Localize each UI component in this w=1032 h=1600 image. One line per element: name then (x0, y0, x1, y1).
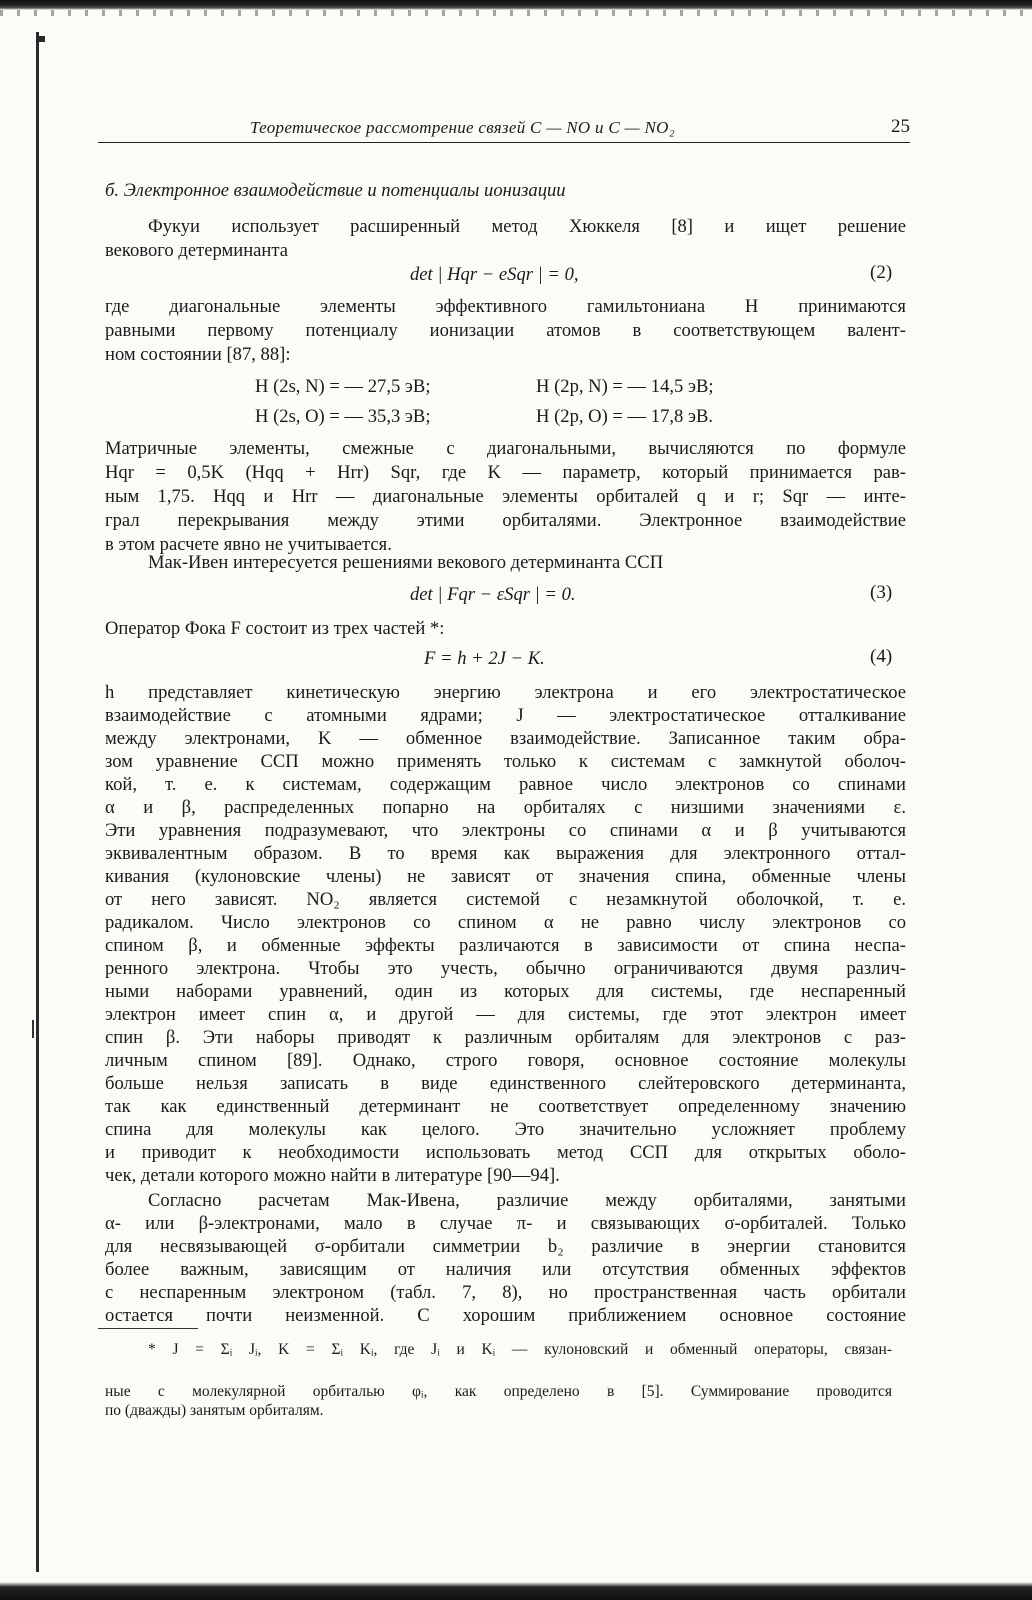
scan-left-mark (39, 36, 45, 42)
para6-line: ренного электрона. Чтобы это учесть, обычно ограничиваются двумя различ- (105, 958, 906, 979)
para1-line: Фукуи использует расширенный метод Хюккеля [8] и ищет решение (148, 216, 906, 237)
scan-bottom-edge (0, 1582, 1032, 1600)
para6-line: больше нельзя записать в виде единственного слейтеровского детерминанта, (105, 1073, 906, 1094)
para7-line: α- или β-электронами, мало в случае π- и связывающих σ-орбиталей. Только (105, 1213, 906, 1234)
footnote-line: * J = Σᵢ Jᵢ, K = Σᵢ Kᵢ, где Jᵢ и Kᵢ — кулоновский и обменный операторы, связан- (148, 1341, 892, 1358)
footnote-rule (98, 1328, 198, 1329)
para7-line: Согласно расчетам Мак-Ивена, различие между орбиталями, занятыми (148, 1190, 906, 1211)
para6-line: кой, т. е. к системам, содержащим равное число электронов со спинами (105, 774, 906, 795)
para3-line: в этом расчете явно не учитывается. (105, 534, 392, 555)
para7-line: более важным, зависящим от наличия или отсутствия обменных эффектов (105, 1259, 906, 1280)
equation-3-number: (3) (870, 582, 893, 603)
para6-line: спином β, и обменные эффекты различаются в зависимости от спина неспа- (105, 935, 906, 956)
para2-line: ном состоянии [87, 88]: (105, 344, 291, 365)
para6-line: эквивалентным образом. В то время как выражения для электронного оттал- (105, 843, 906, 864)
page-number: 25 (891, 116, 910, 137)
para2-line: равными первому потенциалу ионизации атомов в соответствующем валент- (105, 320, 906, 341)
para6-line: h представляет кинетическую энергию электрона и его электростатическое (105, 682, 906, 703)
para6-line: и приводит к необходимости использовать метод ССП для открытых оболо- (105, 1142, 906, 1163)
margin-tick (32, 1020, 34, 1038)
para6-line: спин β. Эти наборы приводят к различным орбиталям для электронов с раз- (105, 1027, 906, 1048)
para6-line: зом уравнение ССП можно применять только к системам с замкнутой оболоч- (105, 751, 906, 772)
para7-line: остается почти неизменной. С хорошим приближением основное состояние (105, 1305, 906, 1326)
para7-line: для несвязывающей σ-орбитали симметрии b₂ различие в энергии становится (105, 1236, 906, 1257)
para2-line: где диагональные элементы эффективного гамильтониана H принимаются (105, 296, 906, 317)
ionization-2p-n: H (2p, N) = — 14,5 эВ; (536, 376, 714, 397)
para6-line: ными наборами уравнений, один из которых для системы, где неспаренный (105, 981, 906, 1002)
para6-line: личным спином [89]. Однако, строго говоря, основное состояние молекулы (105, 1050, 906, 1071)
para6-line: электрон имеет спин α, и другой — для системы, где этот электрон имеет (105, 1004, 906, 1025)
scan-left-edge (36, 32, 39, 1572)
scan-top-fray (0, 10, 1032, 16)
para6-line: радикалом. Число электронов со спином α не равно числу электронов со (105, 912, 906, 933)
para6-line: между электронами, K — обменное взаимодействие. Записанное таким обра- (105, 728, 906, 749)
equation-2-number: (2) (870, 262, 893, 283)
footnote-line: по (дважды) занятым орбиталям. (105, 1402, 324, 1419)
section-title: б. Электронное взаимодействие и потенциалы ионизации (105, 180, 566, 201)
para6-line: спина для молекулы как целого. Это значительно усложняет проблему (105, 1119, 906, 1140)
equation-2: det | Hqr − eSqr | = 0, (410, 264, 579, 285)
para3-line: Матричные элементы, смежные с диагональными, вычисляются по формуле (105, 438, 906, 459)
para3-line: грал перекрывания между этими орбиталями. Электронное взаимодействие (105, 510, 906, 531)
para6-line: взаимодействие с атомными ядрами; J — электростатическое отталкивание (105, 705, 906, 726)
running-header (98, 118, 910, 143)
para7-line: с неспаренным электроном (табл. 7, 8), но пространственная часть орбитали (105, 1282, 906, 1303)
footnote-line: ные с молекулярной орбиталью φᵢ, как определено в [5]. Суммирование проводится (105, 1383, 892, 1400)
ionization-2s-n: H (2s, N) = — 27,5 эВ; (255, 376, 431, 397)
para6-line: α и β, распределенных попарно на орбиталях с низшими значениями ε. (105, 797, 906, 818)
para6-line: чек, детали которого можно найти в литературе [90—94]. (105, 1165, 560, 1186)
equation-4: F = h + 2J − K. (424, 648, 545, 669)
running-title: Теоретическое рассмотрение связей C — NO и C — NO₂ (250, 118, 675, 137)
para4: Мак-Ивен интересуется решениями векового детерминанта ССП (148, 552, 664, 573)
equation-3: det | Fqr − εSqr | = 0. (410, 584, 576, 605)
ionization-2s-o: H (2s, O) = — 35,3 эВ; (255, 406, 431, 427)
para1-line: векового детерминанта (105, 240, 288, 261)
para3-line: Hqr = 0,5K (Hqq + Hrr) Sqr, где K — параметр, который принимается рав- (105, 462, 906, 483)
para6-line: так как единственный детерминант не соответствует определенному значению (105, 1096, 906, 1117)
para3-line: ным 1,75. Hqq и Hrr — диагональные элементы орбиталей q и r; Sqr — инте- (105, 486, 906, 507)
scan-top-edge (0, 0, 1032, 10)
para6-line: от него зависят. NO₂ является системой с незамкнутой оболочкой, т. е. (105, 889, 906, 910)
ionization-2p-o: H (2p, O) = — 17,8 эВ. (536, 406, 714, 427)
para6-line: Эти уравнения подразумевают, что электроны со спинами α и β учитываются (105, 820, 906, 841)
para5: Оператор Фока F состоит из трех частей *: (105, 618, 445, 639)
equation-4-number: (4) (870, 646, 893, 667)
para6-line: кивания (кулоновские члены) не зависят от значения спина, обменные члены (105, 866, 906, 887)
